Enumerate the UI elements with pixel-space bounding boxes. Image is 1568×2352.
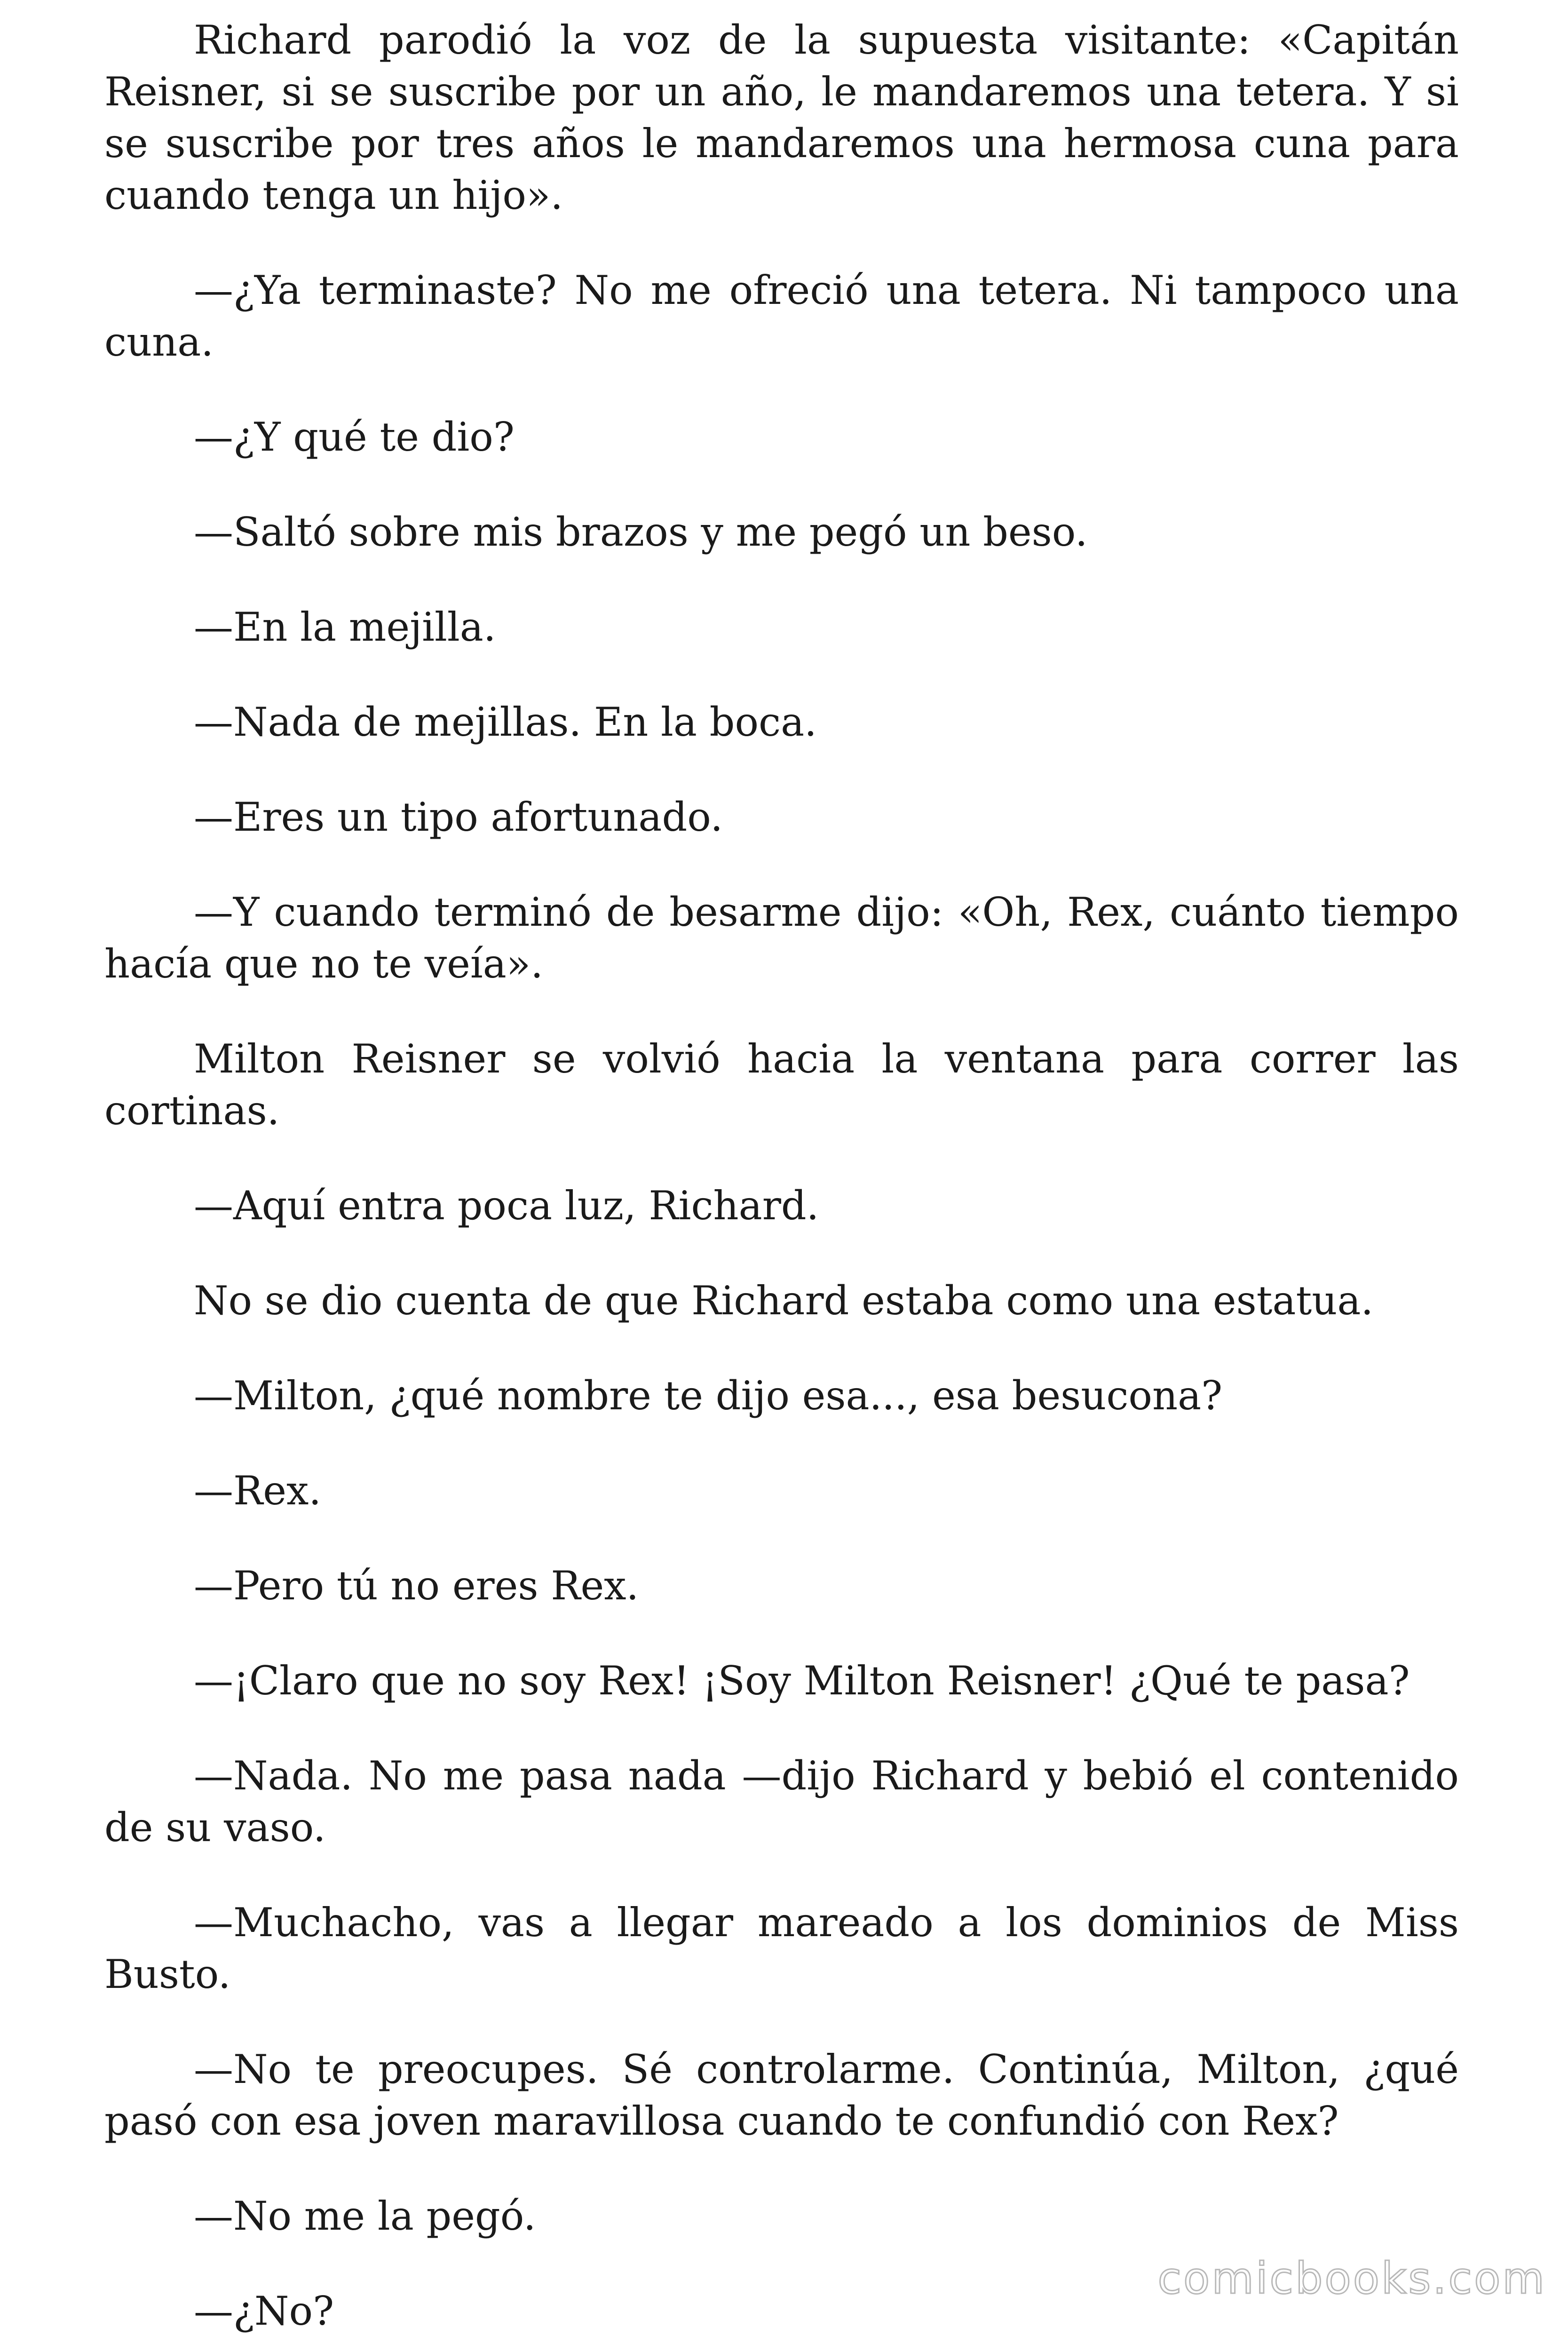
paragraph: —Y cuando terminó de besarme dijo: «Oh, Rex, cuánto tiempo hacía que no te veía». <box>104 889 1459 987</box>
watermark: comicbooks.com <box>1157 2253 1546 2304</box>
paragraph: —¿Ya terminaste? No me ofreció una tetera. Ni tampoco una cuna. <box>104 267 1459 365</box>
paragraph: Milton Reisner se volvió hacia la ventana para correr las cortinas. <box>104 1036 1459 1134</box>
paragraph: —Eres un tipo afortunado. <box>194 794 723 840</box>
paragraph: —Nada de mejillas. En la boca. <box>194 699 817 745</box>
paragraph: —Nada. No me pasa nada —dijo Richard y bebió el contenido de su vaso. <box>104 1753 1459 1851</box>
paragraph: —Rex. <box>194 1468 322 1514</box>
paragraph: —No te preocupes. Sé controlarme. Continúa, Milton, ¿qué pasó con esa joven maravillosa cuando te confundió con Rex? <box>104 2046 1459 2144</box>
paragraph: —Aquí entra poca luz, Richard. <box>194 1183 819 1229</box>
paragraph: —Muchacho, vas a llegar mareado a los dominios de Miss Busto. <box>104 1899 1459 1997</box>
paragraph: —Pero tú no eres Rex. <box>194 1563 639 1609</box>
paragraph: No se dio cuenta de que Richard estaba como una estatua. <box>194 1278 1374 1324</box>
paragraph: —No me la pegó. <box>194 2193 536 2239</box>
text-column <box>104 14 1459 2352</box>
paragraph: —¿Y qué te dio? <box>194 414 515 460</box>
paragraph: —Saltó sobre mis brazos y me pegó un beso. <box>194 509 1088 555</box>
paragraph: —En la mejilla. <box>194 604 496 650</box>
paragraph: —¿No? <box>194 2288 334 2334</box>
paragraph: —¡Claro que no soy Rex! ¡Soy Milton Reisner! ¿Qué te pasa? <box>194 1658 1410 1704</box>
paragraph: Richard parodió la voz de la supuesta visitante: «Capitán Reisner, si se suscribe por un año, le mandaremos una tetera. Y si se suscribe por tres años le mandaremos una hermosa cuna para cuando tenga un hijo». <box>104 17 1459 218</box>
paragraph: —Milton, ¿qué nombre te dijo esa..., esa besucona? <box>194 1373 1223 1419</box>
